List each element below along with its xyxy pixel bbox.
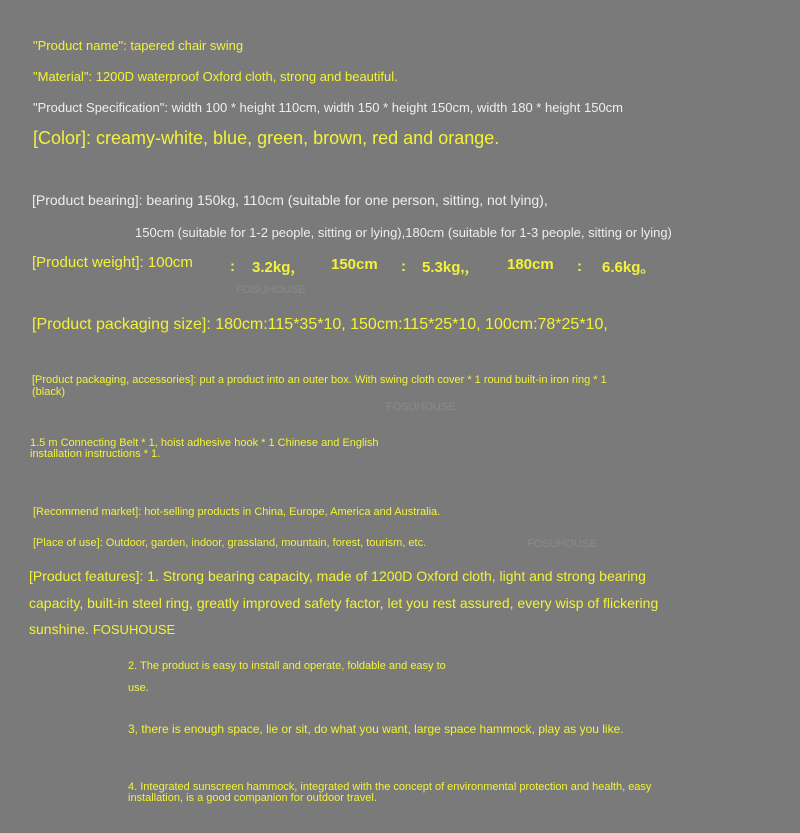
- bearing-line-2: 150cm (suitable for 1-2 people, sitting or lying),180cm (suitable for 1-3 people, sitting or lying): [135, 225, 672, 240]
- bearing-line-1: [Product bearing]: bearing 150kg, 110cm (suitable for one person, sitting, not lying),: [32, 192, 548, 208]
- recommend-market-line: [Recommend market]: hot-selling products in China, Europe, America and Australia.: [33, 506, 441, 518]
- weight-value-180: 6.6kg。: [602, 259, 656, 276]
- feature-3-line: 3, there is enough space, lie or sit, do what you want, large space hammock, play as you like.: [128, 722, 624, 736]
- features-brand: FOSUHOUSE: [92, 622, 176, 637]
- weight-label: [Product weight]: 100cm: [32, 254, 193, 271]
- watermark: FOSUHOUSE: [236, 284, 306, 296]
- features-line-3: [29, 621, 175, 637]
- watermark: FOSUHOUSE: [386, 401, 456, 413]
- color-line: [Color]: creamy-white, blue, green, brown, red and orange.: [33, 128, 500, 148]
- weight-size-180: 180cm: [507, 256, 554, 273]
- feature-4-line-2: installation, is a good companion for outdoor travel.: [128, 792, 377, 804]
- packaging-accessories-line-2: (black): [32, 386, 66, 398]
- belt-line-2: installation instructions * 1.: [30, 448, 161, 460]
- weight-size-150: 150cm: [331, 256, 378, 273]
- weight-separator: :: [230, 258, 235, 275]
- weight-value-150: 5.3kg,，: [422, 259, 480, 276]
- weight-value-100: 3.2kg，: [252, 259, 306, 276]
- weight-separator: :: [577, 258, 582, 275]
- specification-line: "Product Specification": width 100 * height 110cm, width 150 * height 150cm, width 180 * height 150cm: [33, 100, 624, 115]
- belt-line-1: 1.5 m Connecting Belt * 1, hoist adhesive hook * 1 Chinese and English: [30, 437, 379, 449]
- packaging-accessories-line-1: [Product packaging, accessories]: put a product into an outer box. With swing cloth cover * 1 round built-in iron ring * 1: [32, 374, 607, 386]
- feature-4-line-1: 4. Integrated sunscreen hammock, integrated with the concept of environmental protection and health, easy: [128, 781, 652, 793]
- place-of-use-line: [Place of use]: Outdoor, garden, indoor, grassland, mountain, forest, tourism, etc.: [33, 537, 427, 549]
- packaging-size-line: [Product packaging size]: 180cm:115*35*10, 150cm:115*25*10, 100cm:78*25*10,: [32, 316, 608, 333]
- product-name-line: "Product name": tapered chair swing: [33, 38, 244, 53]
- material-line: "Material": 1200D waterproof Oxford cloth, strong and beautiful.: [33, 69, 398, 84]
- features-line-1: [Product features]: 1. Strong bearing capacity, made of 1200D Oxford cloth, light and strong bearing: [29, 568, 646, 584]
- feature-2-line-2: use.: [128, 682, 149, 694]
- features-line-2: capacity, built-in steel ring, greatly improved safety factor, let you rest assured, every wisp of flickering: [29, 595, 659, 611]
- feature-2-line-1: 2. The product is easy to install and operate, foldable and easy to: [128, 660, 446, 672]
- features-sunshine: sunshine.: [29, 621, 89, 637]
- watermark: FOSUHOUSE: [527, 538, 597, 550]
- weight-separator: :: [401, 258, 406, 275]
